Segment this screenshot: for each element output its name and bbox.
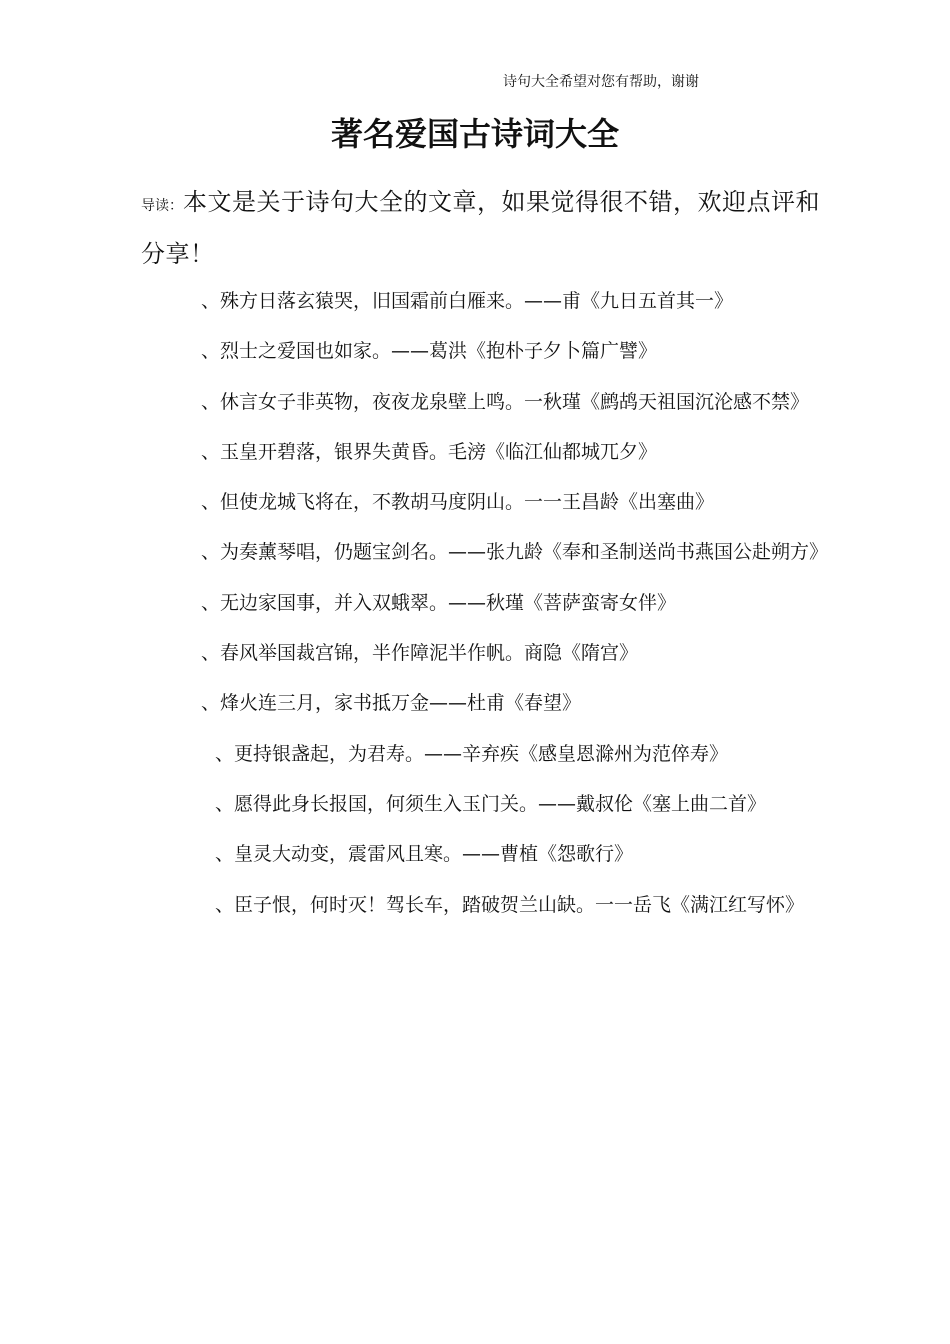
poem-line: 、休言女子非英物，夜夜龙泉壁上鸣。一秋瑾《鹧鸪天祖国沉沦感不禁》	[201, 390, 810, 413]
poem-line: 、但使龙城飞将在，不教胡马度阴山。一一王昌龄《出塞曲》	[201, 491, 715, 514]
poem-line: 、殊方日落玄猿哭，旧国霜前白雁来。——甫《九日五首其一》	[201, 290, 734, 312]
poem-line: 、更持银盏起，为君寿。——辛弃疾《感皇恩滁州为范倅寿》	[215, 742, 729, 765]
intro-lead: 导读：	[141, 198, 183, 214]
poem-line: 、烽火连三月，家书抵万金——杜甫《春望》	[201, 692, 582, 715]
poem-line: 、皇灵大动变，震雷风且寒。——曹植《怨歌行》	[215, 843, 634, 866]
intro-paragraph	[141, 178, 831, 278]
poem-line: 、春风举国裁宫锦，半作障泥半作帆。商隐《隋宫》	[201, 642, 639, 665]
intro-text: 本文是关于诗句大全的文章，如果觉得很不错，欢迎点评和分享！	[141, 188, 820, 268]
poem-line: 、臣子恨，何时灭！驾长车，踏破贺兰山缺。一一岳飞《满江红写怀》	[215, 893, 805, 916]
poem-line: 、玉皇开碧落，银界失黄昏。毛滂《临江仙都城兀夕》	[201, 440, 658, 463]
page-title: 著名爱国古诗词大全	[330, 115, 619, 153]
poem-line: 、无边家国事，并入双蛾翠。——秋瑾《菩萨蛮寄女伴》	[201, 591, 677, 614]
poem-line: 、烈士之爱国也如家。——葛洪《抱朴子夕卜篇广譬》	[201, 340, 658, 363]
poem-line: 、为奏薰琴唱，仍题宝剑名。——张九龄《奉和圣制送尚书燕国公赴朔方》	[201, 541, 829, 564]
poem-list	[141, 276, 831, 930]
poem-line: 、愿得此身长报国，何须生入玉门关。——戴叔伦《塞上曲二首》	[215, 792, 767, 815]
header-note: 诗句大全希望对您有帮助，谢谢	[503, 74, 699, 90]
